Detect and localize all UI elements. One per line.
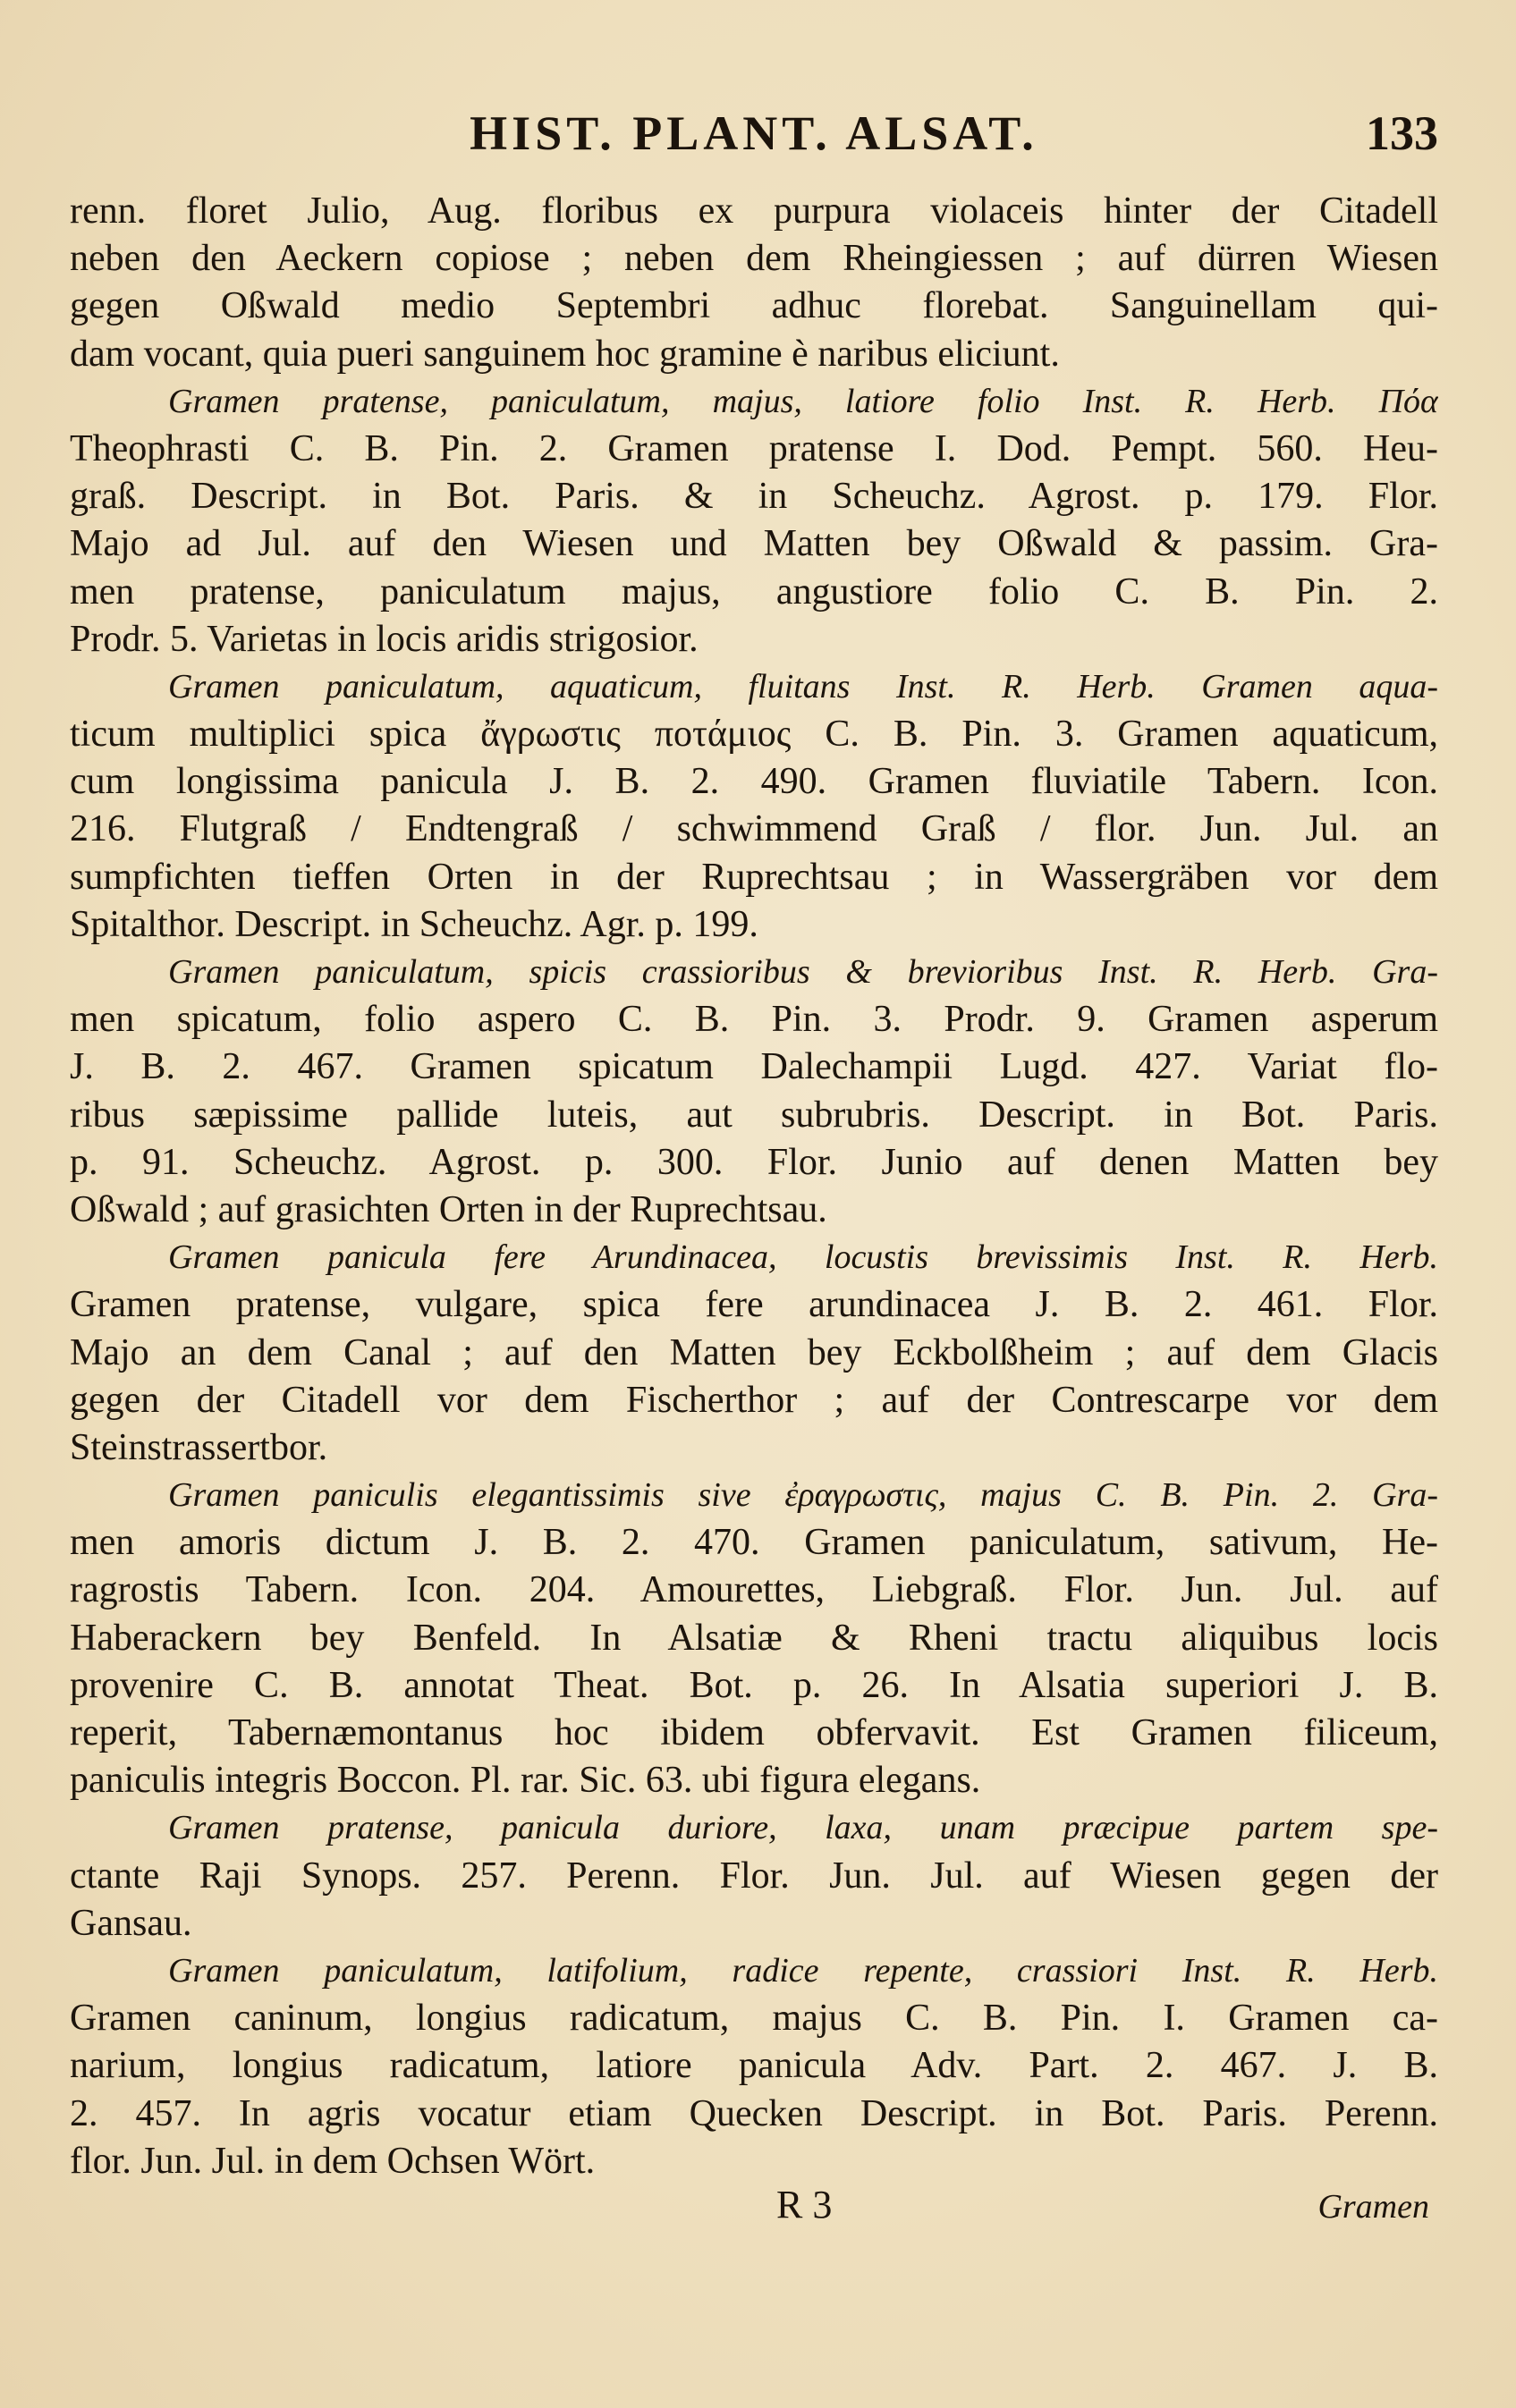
text-line: paniculis integris Boccon. Pl. rar. Sic. 63. ubi figura elegans. — [70, 1760, 981, 1802]
text-line: gegen Oßwald medio Septembri adhuc florebat. Sanguinellam qui- — [70, 285, 1438, 327]
text-line: Haberackern bey Benfeld. In Alsatiæ & Rheni tractu aliquibus locis — [70, 1617, 1438, 1659]
text-line: Prodr. 5. Varietas in locis aridis strigosior. — [70, 618, 699, 660]
text-line: Gramen paniculatum, latifolium, radice repente, crassiori Inst. R. Herb. — [168, 1951, 1438, 1990]
text-line: Steinstrassertbor. — [70, 1426, 328, 1468]
catchword: Gramen — [1317, 2188, 1429, 2226]
text-line: Theophrasti C. B. Pin. 2. Gramen pratense I. Dod. Pempt. 560. Heu- — [70, 427, 1438, 469]
text-line: ticum multiplici spica ἄγρωστις ποτάμιος C. B. Pin. 3. Gramen aquaticum, — [70, 714, 1438, 756]
text-line: ctante Raji Synops. 257. Perenn. Flor. Jun. Jul. auf Wiesen gegen der — [70, 1855, 1438, 1897]
text-line: J. B. 2. 467. Gramen spicatum Dalechampii Lugd. 427. Variat flo- — [70, 1046, 1438, 1088]
body-text — [70, 188, 1438, 2185]
text-line: neben den Aeckern copiose ; neben dem Rheingiessen ; auf dürren Wiesen — [70, 238, 1438, 280]
text-line: men pratense, paniculatum majus, angustiore folio C. B. Pin. 2. — [70, 570, 1438, 613]
text-line: Gramen pratense, vulgare, spica fere arundinacea J. B. 2. 461. Flor. — [70, 1284, 1438, 1326]
text-line: Spitalthor. Descript. in Scheuchz. Agr. p. 199. — [70, 903, 758, 945]
signature-mark: R 3 — [776, 2183, 833, 2226]
text-line: Gramen paniculatum, aquaticum, fluitans Inst. R. Herb. Gramen aqua- — [168, 667, 1438, 706]
text-line: Gansau. — [70, 1902, 192, 1944]
text-line: provenire C. B. annotat Theat. Bot. p. 26. In Alsatia superiori J. B. — [70, 1664, 1438, 1706]
text-line: flor. Jun. Jul. in dem Ochsen Wört. — [70, 2140, 596, 2182]
text-line: gegen der Citadell vor dem Fischerthor ; auf der Contrescarpe vor dem — [70, 1379, 1438, 1421]
text-line: Majo an dem Canal ; auf den Matten bey Eckbolßheim ; auf dem Glacis — [70, 1331, 1438, 1373]
text-line: 2. 457. In agris vocatur etiam Quecken Descript. in Bot. Paris. Perenn. — [70, 2092, 1438, 2134]
text-line: Majo ad Jul. auf den Wiesen und Matten bey Oßwald & passim. Gra- — [70, 523, 1438, 565]
text-line: p. 91. Scheuchz. Agrost. p. 300. Flor. Junio auf denen Matten bey — [70, 1141, 1438, 1183]
text-line: ribus sæpissime pallide luteis, aut subrubris. Descript. in Bot. Paris. — [70, 1094, 1438, 1136]
text-line: graß. Descript. in Bot. Paris. & in Scheuchz. Agrost. p. 179. Flor. — [70, 476, 1438, 518]
text-line: Gramen paniculatum, spicis crassioribus & brevioribus Inst. R. Herb. Gra- — [168, 953, 1438, 991]
text-line: Gramen paniculis elegantissimis sive ἐραγρωστις, majus C. B. Pin. 2. Gra- — [168, 1476, 1438, 1515]
text-line: dam vocant, quia pueri sanguinem hoc gramine è naribus eliciunt. — [70, 333, 1060, 375]
text-line: Gramen pratense, panicula duriore, laxa, unam præcipue partem spe- — [168, 1809, 1438, 1847]
text-line: sumpfichten tieffen Orten in der Ruprechtsau ; in Wassergräben vor dem — [70, 856, 1438, 898]
text-line: reperit, Tabernæmontanus hoc ibidem obfervavit. Est Gramen filiceum, — [70, 1712, 1438, 1753]
text-line: cum longissima panicula J. B. 2. 490. Gramen fluviatile Tabern. Icon. — [70, 761, 1438, 803]
text-line: 216. Flutgraß / Endtengraß / schwimmend Graß / flor. Jun. Jul. an — [70, 808, 1438, 850]
text-line: ragrostis Tabern. Icon. 204. Amourettes, Liebgraß. Flor. Jun. Jul. auf — [70, 1569, 1438, 1611]
text-line: Oßwald ; auf grasichten Orten in der Ruprechtsau. — [70, 1188, 827, 1230]
running-head — [70, 98, 1438, 161]
text-line: Gramen caninum, longius radicatum, majus C. B. Pin. I. Gramen ca- — [70, 1998, 1438, 2040]
text-line: Gramen panicula fere Arundinacea, locustis brevissimis Inst. R. Herb. — [168, 1238, 1438, 1277]
text-line: renn. floret Julio, Aug. floribus ex purpura violaceis hinter der Citadell — [70, 190, 1438, 232]
running-title: HIST. PLANT. ALSAT. — [470, 106, 1038, 160]
text-line: narium, longius radicatum, latiore panicula Adv. Part. 2. 467. J. B. — [70, 2045, 1438, 2087]
text-line: men amoris dictum J. B. 2. 470. Gramen paniculatum, sativum, He- — [70, 1522, 1438, 1564]
page-number: 133 — [1366, 106, 1438, 160]
text-line: Gramen pratense, paniculatum, majus, latiore folio Inst. R. Herb. Πόα — [168, 382, 1438, 420]
page-footer — [70, 2182, 1438, 2235]
text-line: men spicatum, folio aspero C. B. Pin. 3. Prodr. 9. Gramen asperum — [70, 999, 1438, 1041]
